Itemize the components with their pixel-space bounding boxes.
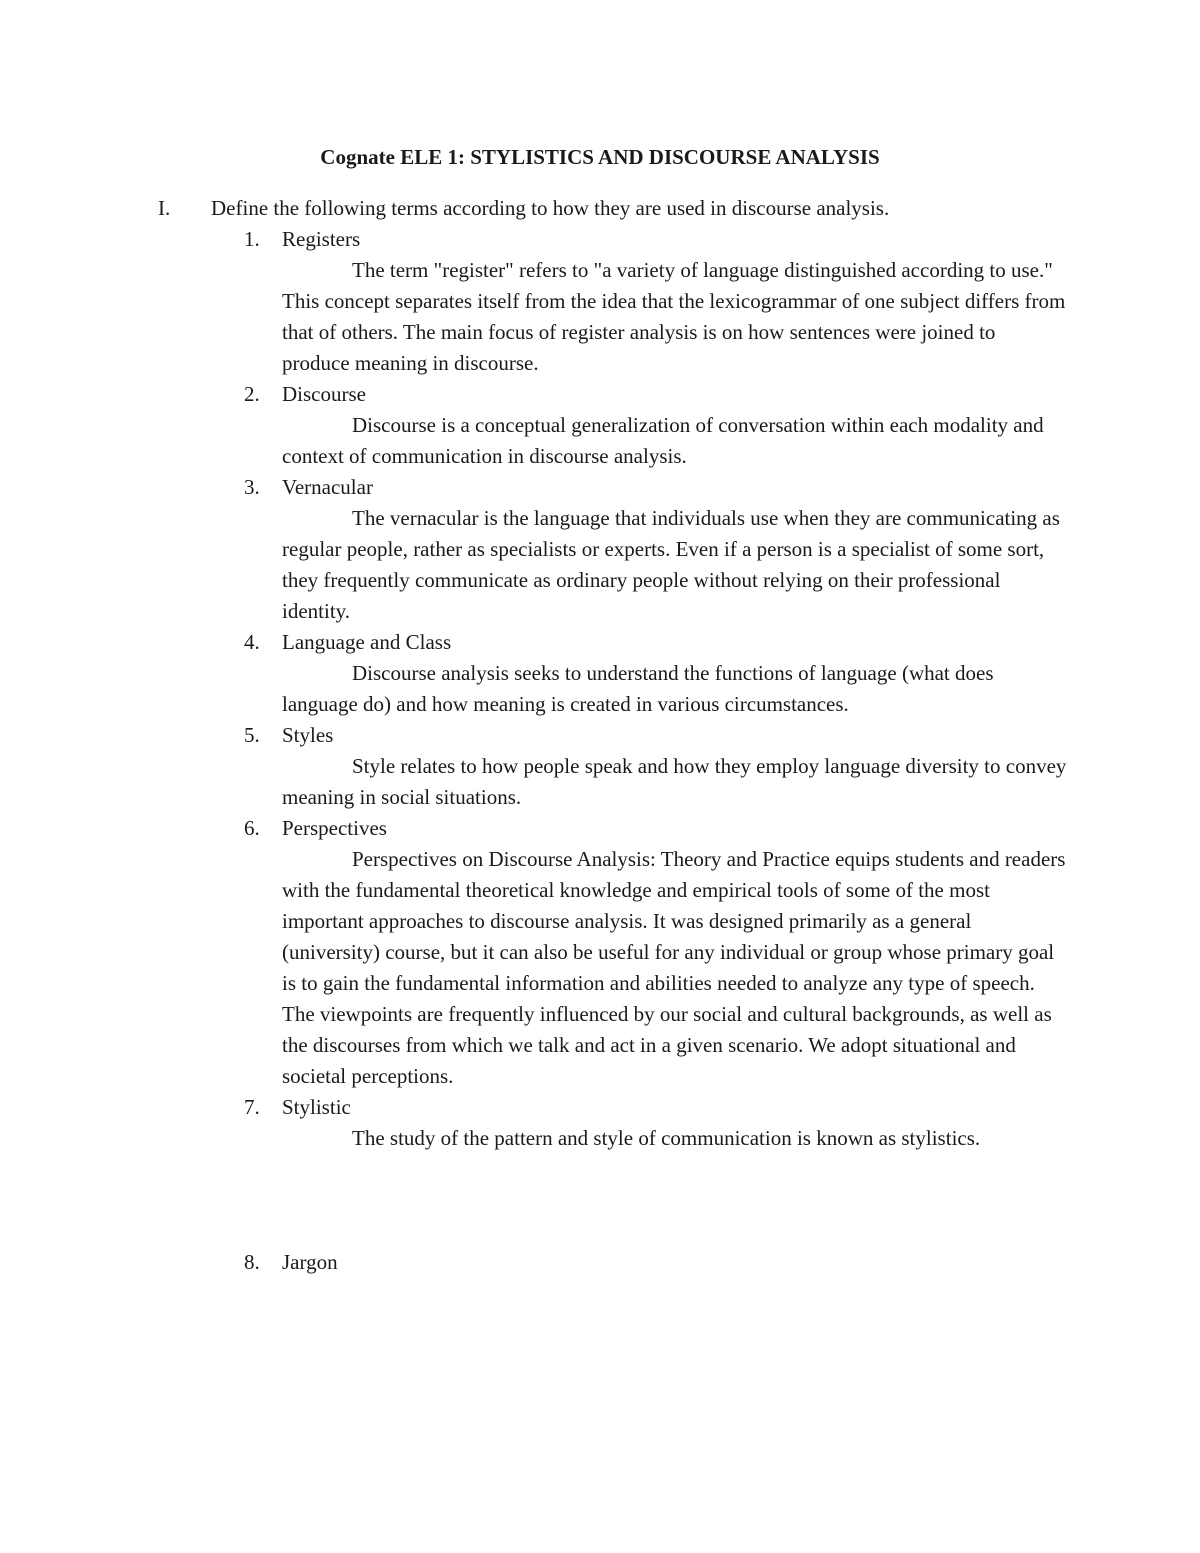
item-term: Perspectives [282, 816, 387, 840]
item-term: Vernacular [282, 475, 373, 499]
section-marker: I. [158, 196, 171, 220]
item-definition: Discourse is a conceptual generalization of conversation within each modality and context of communication in discourse analysis. [282, 413, 1044, 468]
item-number: 1. [244, 227, 260, 251]
list-item [0, 1092, 1200, 1154]
item-number: 4. [244, 630, 260, 654]
list-item [0, 627, 1200, 720]
item-term: Registers [282, 227, 361, 251]
blank-space [0, 1154, 1200, 1247]
document-title: Cognate ELE 1: STYLISTICS AND DISCOURSE ANALYSIS [320, 145, 880, 169]
list-item [0, 720, 1200, 813]
section-instruction: Define the following terms according to how they are used in discourse analysis. [211, 196, 890, 220]
item-number: 7. [244, 1095, 260, 1119]
item-term: Styles [282, 723, 334, 747]
item-definition: The term "register" refers to "a variety of language distinguished according to use." This concept separates itself from the idea that the lexicogrammar of one subject differs from that of others. The main focus of register analysis is on how sentences were joined to produce meaning in discourse. [282, 258, 1066, 375]
item-definition: Perspectives on Discourse Analysis: Theory and Practice equips students and readers with the fundamental theoretical knowledge and empirical tools of some of the most important approaches to discourse analysis. It was designed primarily as a general (university) course, but it can also be useful for any individual or group whose primary goal is to gain the fundamental information and abilities needed to analyze any type of speech. The viewpoints are frequently influenced by our social and cultural backgrounds, as well as the discourses from which we talk and act in a given scenario. We adopt situational and societal perceptions. [282, 847, 1066, 1088]
item-definition: Style relates to how people speak and how they employ language diversity to convey meaning in social situations. [282, 754, 1067, 809]
list-item [0, 472, 1200, 627]
item-term: Stylistic [282, 1095, 351, 1119]
item-number: 6. [244, 816, 260, 840]
list-item [0, 1247, 1200, 1278]
item-definition: Discourse analysis seeks to understand the functions of language (what does language do) and how meaning is created in various circumstances. [282, 661, 994, 716]
list-item [0, 813, 1200, 1092]
list-item [0, 379, 1200, 472]
item-number: 3. [244, 475, 260, 499]
term-list [0, 224, 1200, 1278]
item-definition: The vernacular is the language that individuals use when they are communicating as regular people, rather as specialists or experts. Even if a person is a specialist of some sort, they frequently communicate as ordinary people without relying on their professional identity. [282, 506, 1060, 623]
item-term: Jargon [282, 1250, 338, 1274]
list-item [0, 224, 1200, 379]
item-number: 5. [244, 723, 260, 747]
item-number: 2. [244, 382, 260, 406]
item-term: Language and Class [282, 630, 452, 654]
item-number: 8. [244, 1250, 260, 1274]
item-term: Discourse [282, 382, 366, 406]
item-definition: The study of the pattern and style of communication is known as stylistics. [352, 1126, 981, 1150]
